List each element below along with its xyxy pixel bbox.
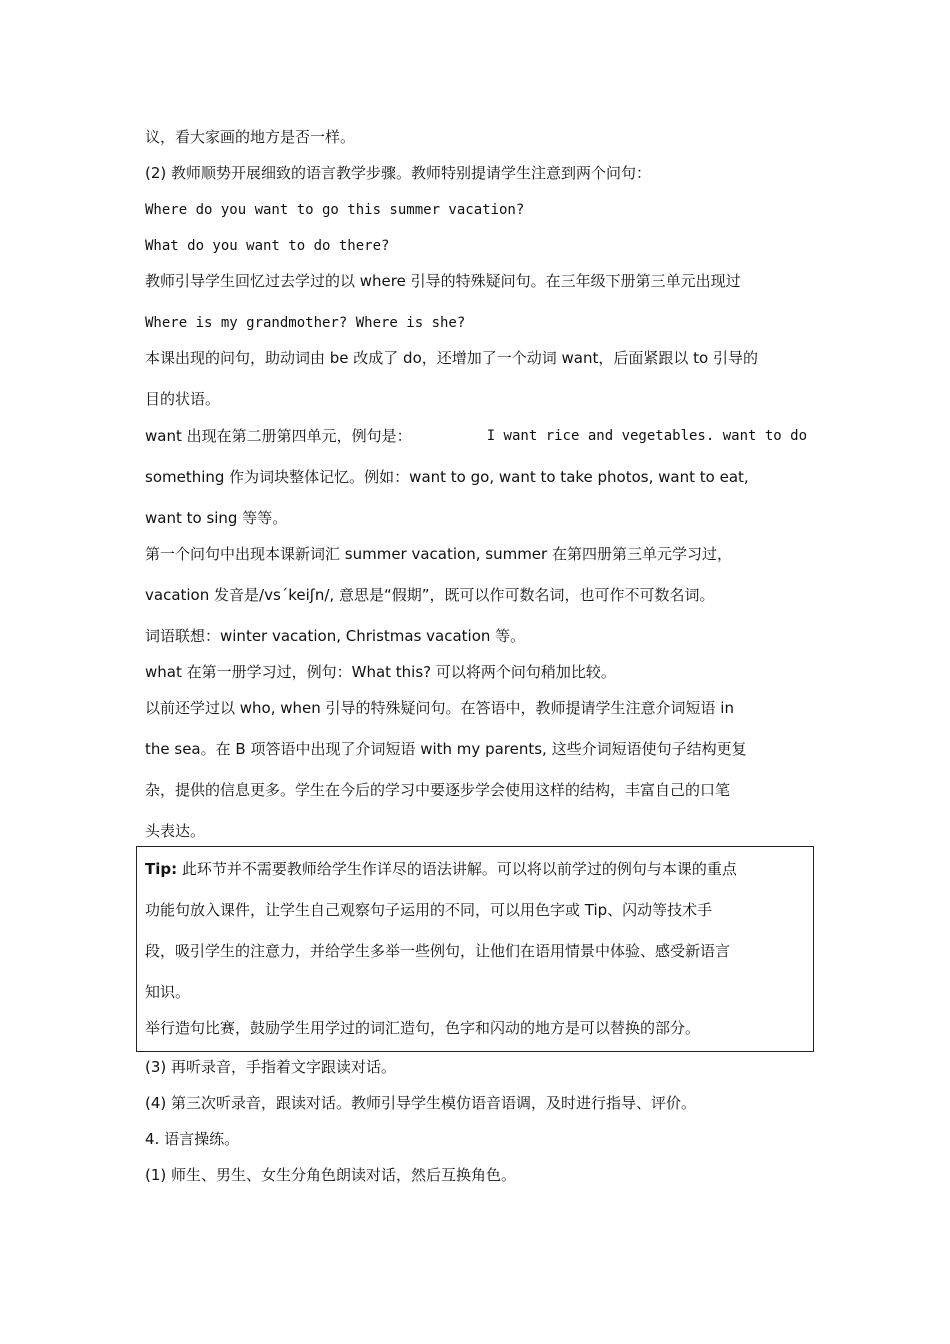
paragraph-line [145,426,807,446]
paragraph-line: (4) 第三次听录音，跟读对话。教师引导学生模仿语音语调，及时进行指导、评价。 [145,1094,697,1112]
tip-text: 此环节并不需要教师给学生作详尽的语法讲解。可以将以前学过的例句与本课的重点 [177,860,737,878]
paragraph-line: want to sing 等等。 [145,509,288,527]
paragraph-line: 第一个问句中出现本课新词汇 summer vacation, summer 在第四册第三单元学习过， [145,545,732,563]
paragraph-line: 杂，提供的信息更多。学生在今后的学习中要逐步学会使用这样的结构，丰富自己的口笔 [145,781,731,799]
paragraph-text: want 出现在第二册第四单元，例句是： [145,427,412,445]
paragraph-line: 本课出现的问句，助动词由 be 改成了 do，还增加了一个动词 want，后面紧跟以 to 引导的 [145,349,758,367]
paragraph-line: 以前还学过以 who, when 引导的特殊疑问句。在答语中，教师提请学生注意介词短语 in [145,699,734,717]
example-sentence: What do you want to do there? [145,238,390,254]
tip-line: 知识。 [145,983,191,1001]
tip-line: 功能句放入课件，让学生自己观察句子运用的不同，可以用色字或 Tip、闪动等技术手 [145,901,713,919]
paragraph-line: vacation 发音是/vsˊkeiʃn/, 意思是“假期”，既可以作可数名词，也可作不可数名词。 [145,586,715,604]
paragraph-line: what 在第一册学习过，例句：What this? 可以将两个问句稍加比较。 [145,663,616,681]
tip-line [145,859,815,879]
paragraph-line: something 作为词块整体记忆。例如：want to go, want to take photos, want to eat, [145,468,749,486]
paragraph-line: 头表达。 [145,822,206,840]
example-sentence: Where do you want to go this summer vacation? [145,202,525,218]
paragraph-line: 议，看大家画的地方是否一样。 [145,128,356,146]
tip-line: 段，吸引学生的注意力，并给学生多举一些例句，让他们在语用情景中体验、感受新语言 [145,942,731,960]
paragraph-line: the sea。在 B 项答语中出现了介词短语 with my parents, 这些介词短语使句子结构更复 [145,740,747,758]
paragraph-line: 目的状语。 [145,390,221,408]
example-sentence: Where is my grandmother? Where is she? [145,315,466,331]
paragraph-line: (2) 教师顺势开展细致的语言教学步骤。教师特别提请学生注意到两个问句： [145,164,652,182]
tip-line: 举行造句比赛，鼓励学生用学过的词汇造句，色字和闪动的地方是可以替换的部分。 [145,1019,701,1037]
tip-box [136,846,814,1052]
paragraph-line: (3) 再听录音，手指着文字跟读对话。 [145,1058,397,1076]
example-sentence: I want rice and vegetables. want to do [486,428,807,444]
paragraph-line: 词语联想：winter vacation, Christmas vacation 等。 [145,627,526,645]
paragraph-line: (1) 师生、男生、女生分角色朗读对话，然后互换角色。 [145,1166,517,1184]
tip-label: Tip: [145,860,178,878]
section-heading: 4. 语言操练。 [145,1130,240,1148]
paragraph-line: 教师引导学生回忆过去学过的以 where 引导的特殊疑问句。在三年级下册第三单元出现过 [145,272,741,290]
